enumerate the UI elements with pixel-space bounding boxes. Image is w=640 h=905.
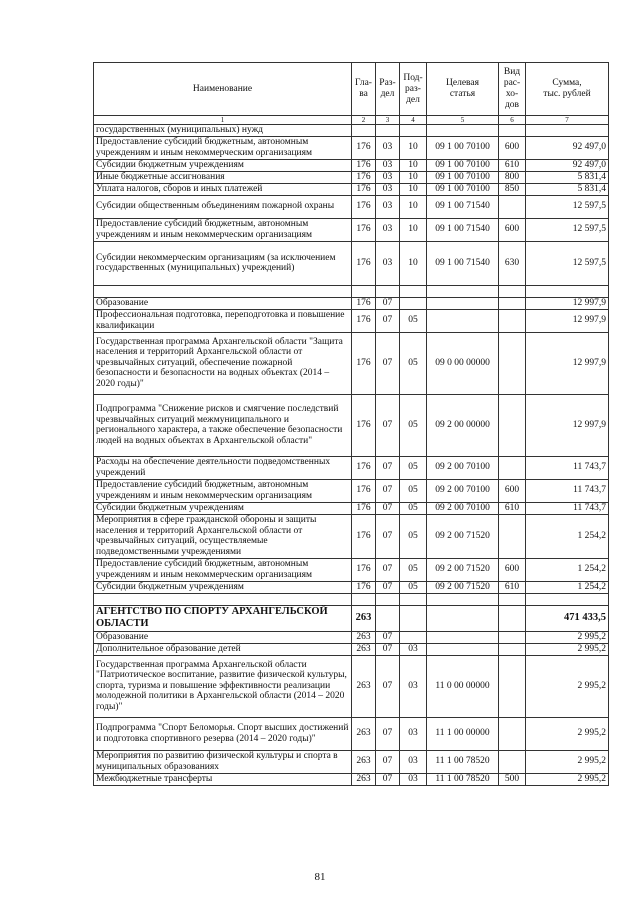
cell-target: 09 2 00 71520 (427, 514, 499, 558)
cell-vid (499, 125, 526, 137)
cell-glava: 263 (352, 605, 376, 631)
cell-sum (526, 125, 609, 137)
cell-name: Межбюджетные трансферты (94, 773, 352, 785)
cell-podrazdel (400, 631, 427, 643)
table-row (94, 285, 609, 297)
cell-sum: 2 995,2 (526, 631, 609, 643)
cell-podrazdel: 03 (400, 773, 427, 785)
cell-glava: 176 (352, 309, 376, 332)
cell-vid (499, 456, 526, 479)
table-row (94, 297, 609, 309)
cell-name: Предоставление субсидий бюджетным, автономным учреждениям и иным некоммерческим организациям (94, 218, 352, 241)
cell-name: АГЕНТСТВО ПО СПОРТУ АРХАНГЕЛЬСКОЙ ОБЛАСТИ (94, 605, 352, 631)
cell-razdel: 07 (376, 655, 400, 717)
cell-sum: 2 995,2 (526, 750, 609, 773)
cell-target: 11 1 00 78520 (427, 773, 499, 785)
cell-sum: 11 743,7 (526, 479, 609, 502)
cell-vid (499, 631, 526, 643)
table-row (94, 125, 609, 137)
cell-name: Расходы на обеспечение деятельности подведомственных учреждений (94, 456, 352, 479)
table-row (94, 241, 609, 285)
cell-vid (499, 297, 526, 309)
cell-sum (526, 285, 609, 297)
cell-vid: 630 (499, 241, 526, 285)
cell-name: Субсидии бюджетным учреждениям (94, 502, 352, 514)
cell-name: Субсидии бюджетным учреждениям (94, 159, 352, 171)
cell-podrazdel: 10 (400, 136, 427, 159)
table-row (94, 171, 609, 183)
cell-name: Подпрограмма "Снижение рисков и смягчение последствий чрезвычайных ситуаций межмуниципального и регионального характера, а также обеспечение безопасности людей на водных объектах в Архангельской области" (94, 394, 352, 456)
cell-glava: 176 (352, 332, 376, 394)
cell-razdel: 07 (376, 581, 400, 593)
table-row (94, 593, 609, 605)
cell-sum: 1 254,2 (526, 558, 609, 581)
cell-podrazdel: 05 (400, 309, 427, 332)
column-number: 3 (376, 116, 400, 125)
cell-sum: 92 497,0 (526, 159, 609, 171)
table-row (94, 394, 609, 456)
cell-target: 09 1 00 70100 (427, 171, 499, 183)
budget-table (93, 62, 609, 786)
cell-razdel: 07 (376, 631, 400, 643)
cell-razdel: 07 (376, 643, 400, 655)
cell-target: 11 0 00 00000 (427, 655, 499, 717)
cell-target: 11 1 00 00000 (427, 717, 499, 750)
cell-vid (499, 195, 526, 218)
cell-target: 09 1 00 71540 (427, 241, 499, 285)
cell-razdel: 03 (376, 218, 400, 241)
cell-razdel: 07 (376, 479, 400, 502)
cell-target (427, 125, 499, 137)
table-row (94, 750, 609, 773)
cell-vid (499, 394, 526, 456)
cell-sum: 12 997,9 (526, 309, 609, 332)
cell-glava: 263 (352, 643, 376, 655)
cell-name: Субсидии некоммерческим организациям (за исключением государственных (муниципальных) учреждений) (94, 241, 352, 285)
cell-podrazdel: 05 (400, 502, 427, 514)
cell-podrazdel: 03 (400, 717, 427, 750)
cell-name: государственных (муниципальных) нужд (94, 125, 352, 137)
column-number: 7 (526, 116, 609, 125)
cell-podrazdel: 10 (400, 159, 427, 171)
header-target: Целевая статья (427, 63, 499, 116)
cell-glava: 176 (352, 171, 376, 183)
cell-razdel: 07 (376, 514, 400, 558)
cell-sum: 2 995,2 (526, 643, 609, 655)
cell-razdel: 07 (376, 502, 400, 514)
cell-name: Подпрограмма "Спорт Беломорья. Спорт высших достижений и подготовка спортивного резерва (2014 – 2020 годы)" (94, 717, 352, 750)
cell-sum: 1 254,2 (526, 514, 609, 558)
cell-vid: 600 (499, 136, 526, 159)
cell-target: 09 2 00 70100 (427, 502, 499, 514)
table-row (94, 183, 609, 195)
cell-name: Дополнительное образование детей (94, 643, 352, 655)
cell-razdel: 07 (376, 558, 400, 581)
header-podrazdel: Под- раз- дел (400, 63, 427, 116)
cell-target: 09 2 00 70100 (427, 456, 499, 479)
cell-podrazdel: 05 (400, 558, 427, 581)
cell-razdel: 07 (376, 456, 400, 479)
cell-name: Профессиональная подготовка, переподготовка и повышение квалификации (94, 309, 352, 332)
cell-name (94, 593, 352, 605)
cell-glava: 176 (352, 456, 376, 479)
cell-target: 09 0 00 00000 (427, 332, 499, 394)
cell-vid: 850 (499, 183, 526, 195)
cell-target: 09 1 00 70100 (427, 159, 499, 171)
cell-sum (526, 593, 609, 605)
cell-name: Государственная программа Архангельской области "Патриотическое воспитание, развитие физической культуры, спорта, туризма и повышение эффективности реализации молодежной политики в Архангельской области (2014 – 2020 годы)" (94, 655, 352, 717)
cell-target (427, 643, 499, 655)
cell-glava (352, 125, 376, 137)
cell-razdel: 07 (376, 309, 400, 332)
cell-vid (499, 655, 526, 717)
cell-razdel: 03 (376, 159, 400, 171)
cell-razdel: 07 (376, 394, 400, 456)
header-razdel: Раз- дел (376, 63, 400, 116)
cell-glava: 176 (352, 136, 376, 159)
cell-name: Мероприятия в сфере гражданской обороны и защиты населения и территорий Архангельской области от чрезвычайных ситуаций, осуществляемые подведомственными учреждениями (94, 514, 352, 558)
cell-name: Субсидии бюджетным учреждениям (94, 581, 352, 593)
cell-target: 09 2 00 70100 (427, 479, 499, 502)
cell-podrazdel: 05 (400, 514, 427, 558)
cell-glava: 176 (352, 297, 376, 309)
table-row (94, 479, 609, 502)
table-row (94, 136, 609, 159)
cell-podrazdel: 10 (400, 241, 427, 285)
cell-name: Предоставление субсидий бюджетным, автономным учреждениям и иным некоммерческим организациям (94, 558, 352, 581)
table-header-row (94, 63, 609, 116)
cell-vid (499, 593, 526, 605)
table-row (94, 218, 609, 241)
cell-target: 09 2 00 71520 (427, 581, 499, 593)
cell-target (427, 297, 499, 309)
header-vid: Вид рас- хо- дов (499, 63, 526, 116)
cell-name: Государственная программа Архангельской области "Защита населения и территорий Архангельской области от чрезвычайных ситуаций, обеспечение пожарной безопасности и безопасности на водных объектах (2014 – 2020 годы)" (94, 332, 352, 394)
cell-sum: 11 743,7 (526, 456, 609, 479)
cell-sum: 12 597,5 (526, 218, 609, 241)
cell-razdel: 07 (376, 332, 400, 394)
table-row (94, 605, 609, 631)
cell-podrazdel (400, 297, 427, 309)
cell-sum: 5 831,4 (526, 183, 609, 195)
cell-podrazdel: 05 (400, 332, 427, 394)
cell-podrazdel: 03 (400, 643, 427, 655)
table-row (94, 773, 609, 785)
cell-podrazdel: 10 (400, 218, 427, 241)
cell-target (427, 285, 499, 297)
cell-target (427, 593, 499, 605)
cell-name: Субсидии общественным объединениям пожарной охраны (94, 195, 352, 218)
cell-podrazdel: 03 (400, 750, 427, 773)
cell-glava: 176 (352, 394, 376, 456)
table-row (94, 558, 609, 581)
cell-sum: 471 433,5 (526, 605, 609, 631)
cell-razdel: 07 (376, 750, 400, 773)
cell-target: 09 2 00 71520 (427, 558, 499, 581)
cell-podrazdel (400, 125, 427, 137)
table-row (94, 332, 609, 394)
cell-vid: 600 (499, 479, 526, 502)
cell-vid: 500 (499, 773, 526, 785)
cell-glava: 176 (352, 558, 376, 581)
cell-razdel: 07 (376, 717, 400, 750)
column-number: 2 (352, 116, 376, 125)
cell-target: 09 1 00 70100 (427, 183, 499, 195)
cell-podrazdel: 03 (400, 655, 427, 717)
cell-target (427, 631, 499, 643)
cell-glava (352, 593, 376, 605)
column-number: 1 (94, 116, 352, 125)
cell-glava: 176 (352, 241, 376, 285)
cell-razdel: 03 (376, 183, 400, 195)
cell-sum: 12 997,9 (526, 394, 609, 456)
cell-vid (499, 717, 526, 750)
cell-glava: 263 (352, 717, 376, 750)
cell-vid (499, 514, 526, 558)
cell-vid: 600 (499, 558, 526, 581)
cell-glava: 263 (352, 631, 376, 643)
cell-vid: 610 (499, 502, 526, 514)
cell-podrazdel: 05 (400, 394, 427, 456)
cell-glava: 176 (352, 183, 376, 195)
cell-vid (499, 643, 526, 655)
cell-name: Образование (94, 297, 352, 309)
table-row (94, 159, 609, 171)
cell-glava: 263 (352, 750, 376, 773)
table-row (94, 195, 609, 218)
cell-vid: 610 (499, 159, 526, 171)
cell-vid: 610 (499, 581, 526, 593)
cell-glava: 263 (352, 773, 376, 785)
cell-sum: 12 997,9 (526, 332, 609, 394)
cell-razdel (376, 285, 400, 297)
cell-glava: 176 (352, 502, 376, 514)
table-row (94, 717, 609, 750)
table-row (94, 514, 609, 558)
table-row (94, 581, 609, 593)
table-row (94, 456, 609, 479)
cell-name: Образование (94, 631, 352, 643)
cell-target (427, 309, 499, 332)
cell-sum: 11 743,7 (526, 502, 609, 514)
cell-target: 09 1 00 71540 (427, 218, 499, 241)
cell-name: Предоставление субсидий бюджетным, автономным учреждениям и иным некоммерческим организациям (94, 136, 352, 159)
cell-vid: 800 (499, 171, 526, 183)
cell-podrazdel (400, 605, 427, 631)
table-row (94, 643, 609, 655)
cell-sum: 2 995,2 (526, 773, 609, 785)
cell-sum: 12 997,9 (526, 297, 609, 309)
cell-name: Предоставление субсидий бюджетным, автономным учреждениям и иным некоммерческим организациям (94, 479, 352, 502)
cell-razdel: 03 (376, 241, 400, 285)
cell-sum: 92 497,0 (526, 136, 609, 159)
header-name: Наименование (94, 63, 352, 116)
cell-podrazdel: 05 (400, 479, 427, 502)
cell-podrazdel: 10 (400, 183, 427, 195)
cell-target: 09 2 00 00000 (427, 394, 499, 456)
cell-target (427, 605, 499, 631)
cell-razdel: 03 (376, 195, 400, 218)
cell-vid (499, 309, 526, 332)
cell-vid (499, 285, 526, 297)
page-number: 81 (314, 871, 326, 883)
cell-target: 09 1 00 70100 (427, 136, 499, 159)
cell-podrazdel: 05 (400, 456, 427, 479)
cell-vid: 600 (499, 218, 526, 241)
cell-podrazdel (400, 285, 427, 297)
cell-glava: 176 (352, 479, 376, 502)
cell-razdel (376, 125, 400, 137)
cell-sum: 1 254,2 (526, 581, 609, 593)
cell-razdel: 07 (376, 773, 400, 785)
cell-podrazdel: 05 (400, 581, 427, 593)
cell-name: Иные бюджетные ассигнования (94, 171, 352, 183)
cell-razdel (376, 593, 400, 605)
cell-vid (499, 750, 526, 773)
table-row (94, 309, 609, 332)
cell-name (94, 285, 352, 297)
cell-glava: 176 (352, 218, 376, 241)
table-row (94, 655, 609, 717)
table-row (94, 631, 609, 643)
cell-vid (499, 605, 526, 631)
cell-sum: 12 597,5 (526, 241, 609, 285)
column-number: 6 (499, 116, 526, 125)
cell-podrazdel: 10 (400, 171, 427, 183)
column-number: 5 (427, 116, 499, 125)
cell-razdel: 03 (376, 136, 400, 159)
cell-razdel: 07 (376, 297, 400, 309)
cell-target: 09 1 00 71540 (427, 195, 499, 218)
cell-name: Мероприятия по развитию физической культуры и спорта в муниципальных образованиях (94, 750, 352, 773)
cell-target: 11 1 00 78520 (427, 750, 499, 773)
cell-glava: 176 (352, 514, 376, 558)
cell-glava: 176 (352, 195, 376, 218)
cell-glava (352, 285, 376, 297)
cell-sum: 2 995,2 (526, 717, 609, 750)
cell-podrazdel: 10 (400, 195, 427, 218)
cell-sum: 5 831,4 (526, 171, 609, 183)
table-body (94, 125, 609, 786)
cell-glava: 176 (352, 159, 376, 171)
cell-razdel (376, 605, 400, 631)
column-number: 4 (400, 116, 427, 125)
cell-razdel: 03 (376, 171, 400, 183)
cell-glava: 263 (352, 655, 376, 717)
cell-name: Уплата налогов, сборов и иных платежей (94, 183, 352, 195)
budget-table-page (93, 62, 608, 786)
cell-sum: 2 995,2 (526, 655, 609, 717)
column-numbers-row (94, 116, 609, 125)
table-row (94, 502, 609, 514)
cell-glava: 176 (352, 581, 376, 593)
cell-sum: 12 597,5 (526, 195, 609, 218)
cell-vid (499, 332, 526, 394)
header-sum: Сумма, тыс. рублей (526, 63, 609, 116)
header-glava: Гла- ва (352, 63, 376, 116)
cell-podrazdel (400, 593, 427, 605)
